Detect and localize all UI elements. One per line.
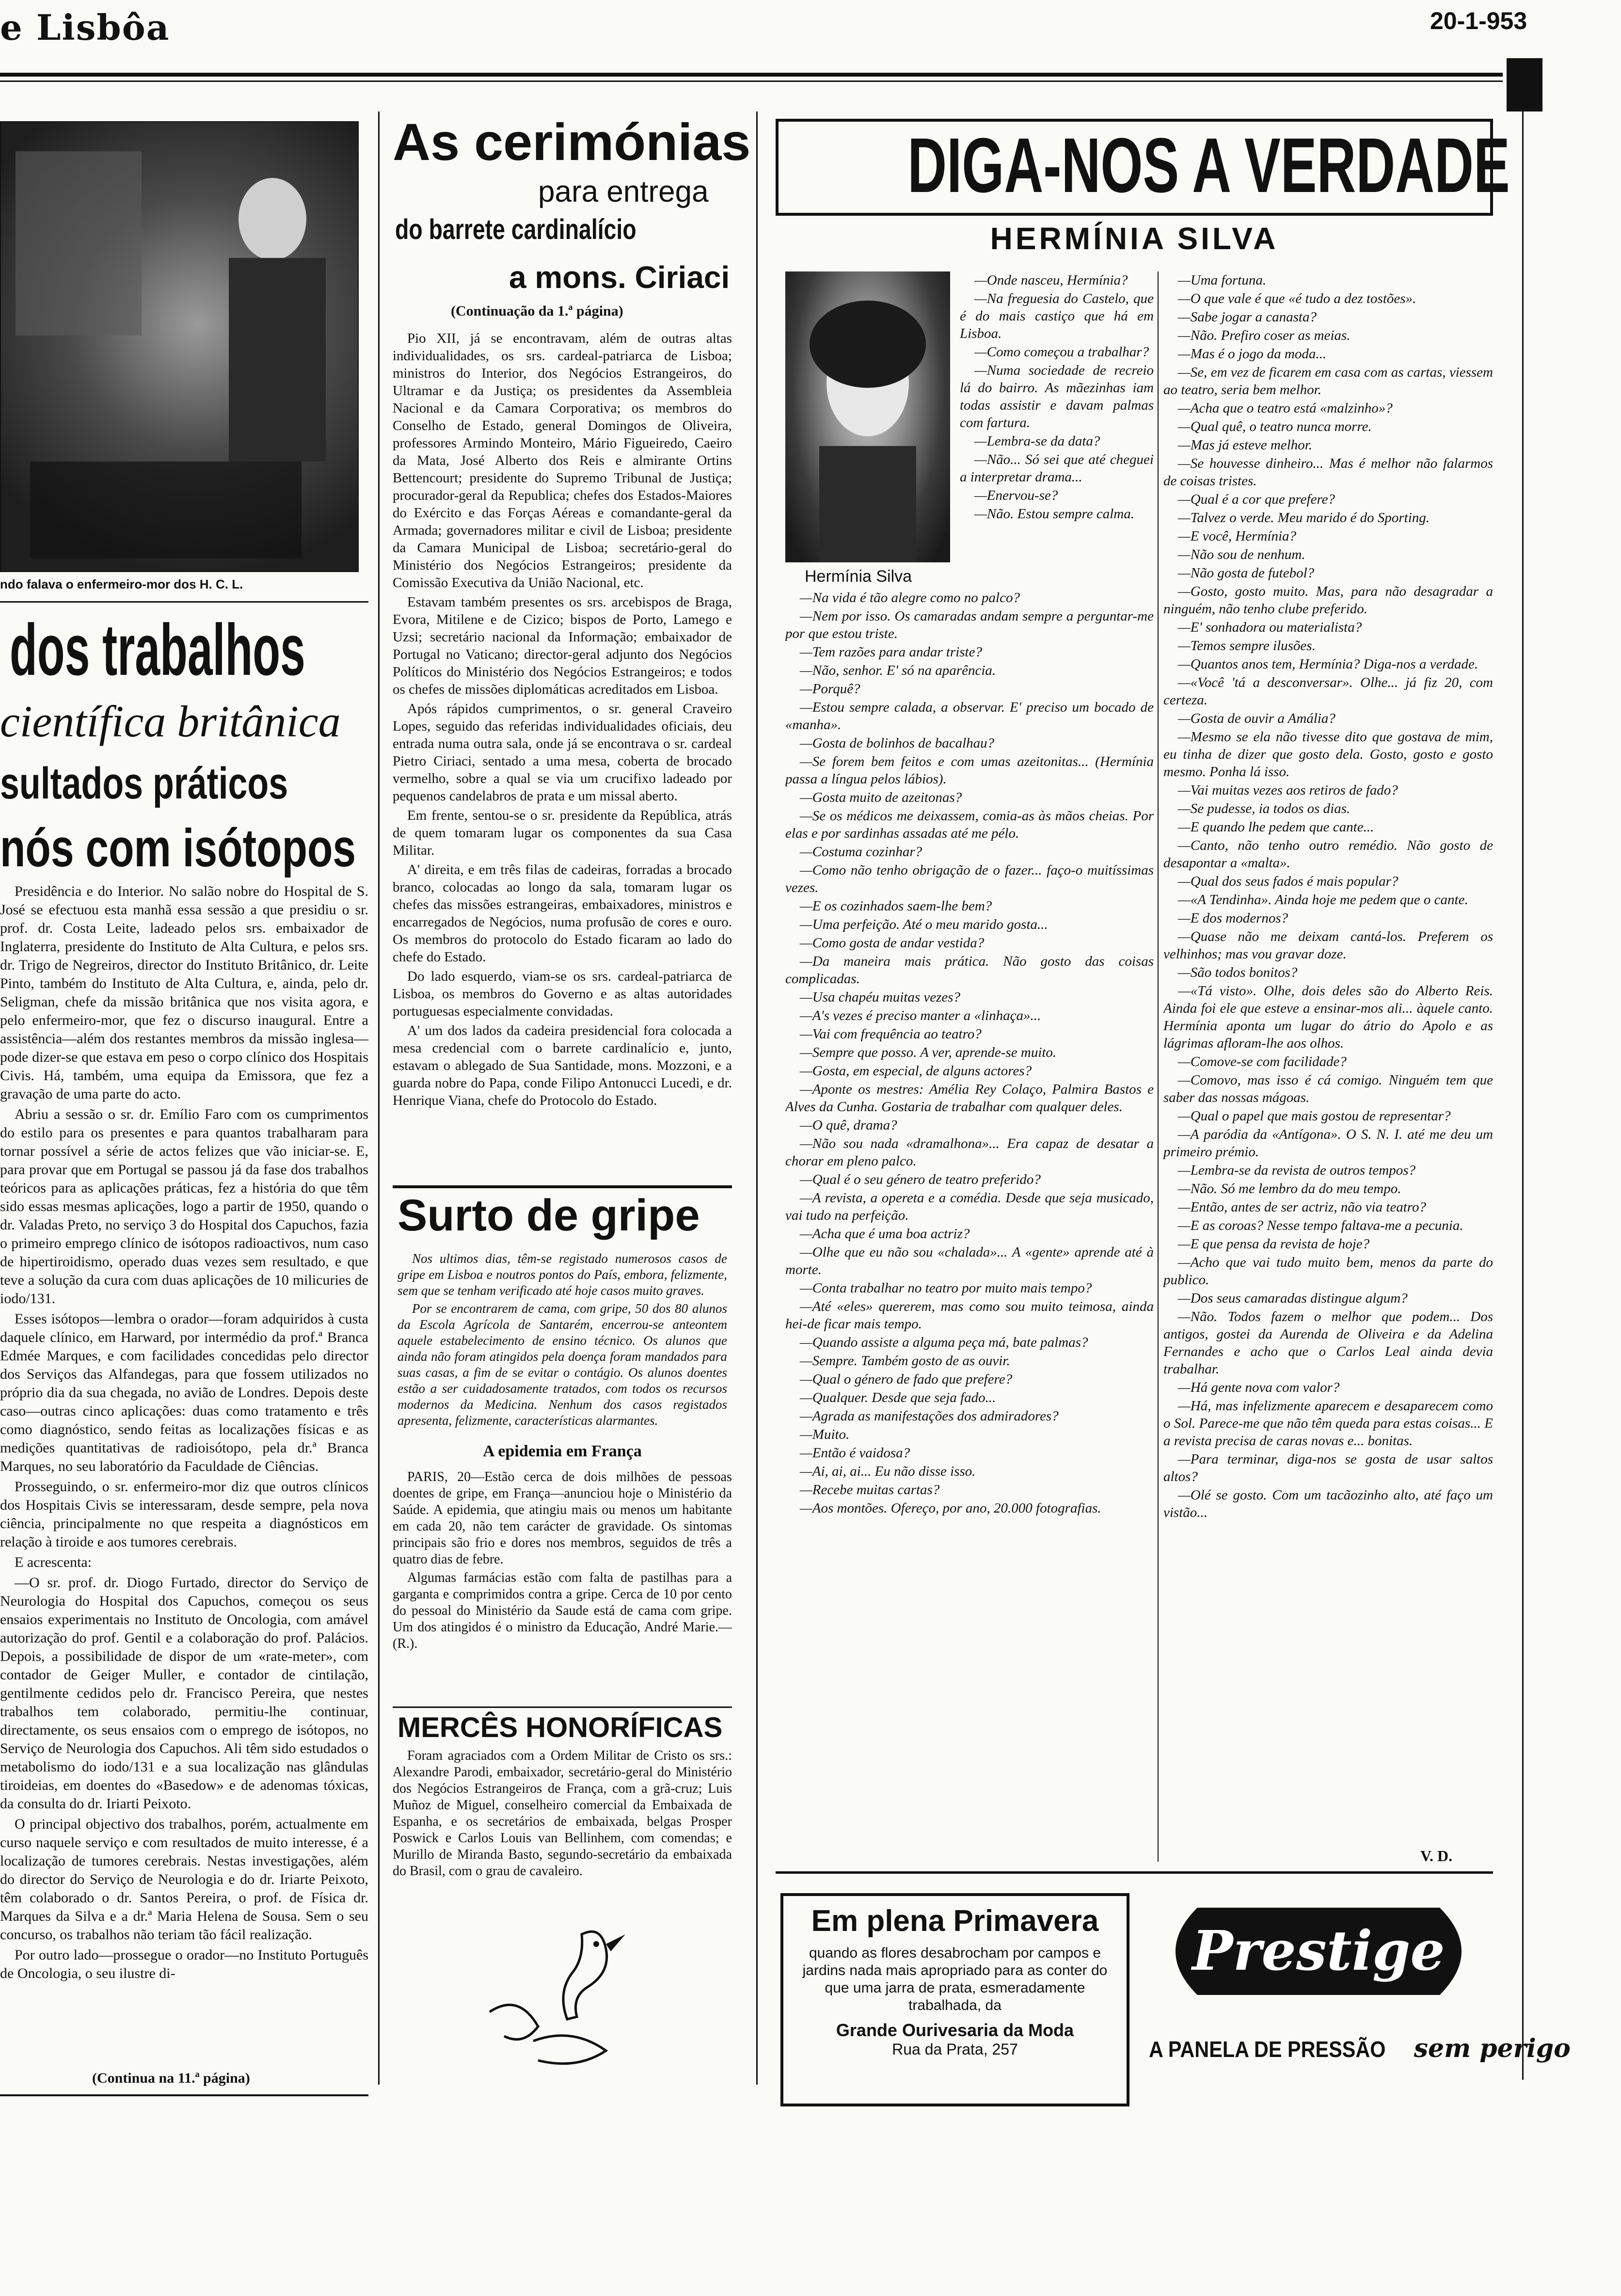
dialog-line: —Qual é a cor que prefere?	[1178, 492, 1335, 507]
dialog-line: —Não. Todos fazem o melhor que podem... Dos antigos, gostei da Aurenda de Oliveira e da Adelina Fernandes e acho que o Carlos Leal ainda devia trabalhar.	[1163, 1309, 1493, 1377]
paragraph: Após rápidos cumprimentos, o sr. general Craveiro Lopes, seguido das referidas individualidades oficiais, deu entrada numa outra sala, onde já se encontrava o sr. cardeal Pietro Ciriaci, sentado a uma mesa, coberta de brocado vermelho, sobre a qual se via um crucifixo ladeado por pequenos candelabros de prata e um missal aberto.	[393, 701, 732, 804]
dialog-line: —Uma fortuna.	[1178, 272, 1267, 288]
dialog-line: —E os cozinhados saem-lhe bem?	[800, 898, 992, 914]
dialog-line: —Aponte os mestres: Amélia Rey Colaço, Palmira Bastos e Alves da Cunha. Gostaria de trabalhar com qualquer deles.	[785, 1082, 1154, 1115]
dialog-line: —Sabe jogar a canasta?	[1178, 309, 1317, 325]
interview-signature: V. D.	[1420, 1847, 1453, 1865]
dialog-line: —Qual quê, o teatro nunca morre.	[1178, 419, 1372, 434]
dialog-line: —Se, em vez de ficarem em casa com as cartas, viessem ao teatro, seria bem melhor.	[1163, 365, 1493, 398]
dialog-line: —Ai, ai, ai... Eu não disse isso.	[800, 1464, 976, 1479]
dialog-line: —Acha que é uma boa actriz?	[800, 1226, 970, 1242]
portrait-caption: Hermínia Silva	[805, 567, 912, 586]
dialog-line: —Como não tenho obrigação de o fazer... faço-o muitíssimas vezes.	[785, 862, 1154, 895]
dialog-line: —E' sonhadora ou materialista?	[1178, 620, 1362, 635]
dialog-line: —Nem por isso. Os camaradas andam sempre a perguntar-me por que estou triste.	[785, 608, 1154, 641]
dialog-line: —Não, senhor. E' só na aparência.	[800, 663, 996, 678]
dialog-line: —Se pudesse, ia todos os dias.	[1178, 801, 1351, 816]
paragraph: —O sr. prof. dr. Diogo Furtado, director do Serviço de Neurologia do Hospital dos Capuchos, começou os seus ensaios experimentais no Instituto de Oncologia, com amável autorização do prof. Gentil e a colaboração do prof. Palácios. Depois, a possibilidade de dispor de um «rate-meter», com contador de Geiger Muller, e contador de cintilação, gentilmente cedidos pelo dr. Francisco Pereira, que nestes trabalhos tem colaborado, permitiu-lhe continuar, directamente, os seus ensaios com o emprego de isótopos, no Serviço de Neurologia dos Capuchos. Ali têm sido estudados o metabolismo do iodo/131 e a sua localização nas glândulas tiroideias, em doentes do «Basedow» e de adenomas tóxicas, da consulta do dr. Iriarti Peixoto.	[0, 1575, 368, 1812]
paragraph: A' um dos lados da cadeira presidencial fora colocada a mesa credencial com o barrete cardinalício e, junto, estavam o ablegado de Sua Santidade, mons. Mozzoni, e a guarda nobre do Papa, conde Filipo Antonucci Lucedi, e dr. Henrique Viana, chefe do Protocolo do Estado.	[393, 1023, 732, 1108]
dialog-line: —Tem razões para andar triste?	[800, 644, 982, 660]
headline-left-2: científica britânica	[0, 697, 341, 746]
dialog-line: —Gosta de ouvir a Amália?	[1178, 711, 1335, 726]
dialog-line: —Muito.	[800, 1427, 850, 1442]
paragraph: A' direita, e em três filas de cadeiras, forradas a brocado branco, colocadas ao longo da sala, tomaram lugar os chefes das missões estrangeiras, embaixadores, ministros e encarregados de Negócios, numa profusão de cores e ouro. Os membros do protocolo do Estado ficaram ao lado do chefe do Estado.	[393, 862, 732, 965]
headline-left-4: nós com isótopos	[0, 818, 356, 878]
prestige-brand: Prestige	[1192, 1919, 1445, 1983]
dialog-divider	[1158, 271, 1159, 1862]
dialog-line: —Qualquer. Desde que seja fado...	[800, 1390, 996, 1405]
dialog-line: —Costuma cozinhar?	[800, 844, 922, 860]
dialog-line: —Qual é o seu género de teatro preferido?	[800, 1172, 1041, 1187]
news-photo	[0, 121, 359, 572]
paragraph: Esses isótopos—lembra o orador—foram adquiridos à custa daquele clínico, em Harward, por intermédio da prof.ª Branca Edmée Marques, e com facilidades concedidas pelo director dos Serviços das Alfandegas, para que fossem utilizados no próprio dia da sua chegada, no avião de Londres. Depois deste caso—outras cinco aplicações: duas como tratamento e três como diagnóstico, sendo feitas as localizações físicas e as medições quantitativas de radioisótopo, pela dr.ª Branca Marques, no seu laboratório da Faculdade de Ciências.	[0, 1311, 368, 1474]
dialog-line: —Então é vaidosa?	[800, 1445, 910, 1461]
portrait-graphic	[785, 271, 950, 562]
dialog-line: —E quando lhe pedem que cante...	[1178, 819, 1374, 835]
ad-shop-name: Grande Ourivesaria da Moda	[836, 2020, 1074, 2040]
dialog-line: —Não gosta de futebol?	[1178, 565, 1315, 581]
slogan-part-a: A PANELA DE PRESSÃO	[1149, 2037, 1386, 2062]
dialog-column-left	[785, 589, 1154, 1859]
subhead-2: do barrete cardinalício	[395, 214, 636, 245]
dialog-line: —Não. Prefiro coser as meias.	[1178, 328, 1351, 343]
interviewee-name: HERMÍNIA SILVA	[990, 221, 1279, 256]
dialog-line: —Não. Estou sempre calma.	[974, 506, 1134, 522]
dialog-line: —«Tá visto». Olhe, dois deles são do Alberto Reis. Ainda foi ele que esteve a ensinar-mos ali... àquele canto. Hermínia aponta um lugar do átrio do Apolo e as lágrimas afloram-lhe aos olhos.	[1163, 983, 1493, 1051]
corner-block	[1507, 58, 1542, 112]
dialog-line: —Agrada as manifestações dos admiradores?	[800, 1408, 1059, 1424]
right-margin-rule	[1522, 112, 1524, 2080]
dialog-line: —Comovo, mas isso é cá comigo. Ninguém tem que saber das nossas mágoas.	[1163, 1072, 1493, 1105]
dialog-narrow	[960, 271, 1154, 587]
ad-ourivesaria	[780, 1893, 1129, 2106]
dialog-line: —«A Tendinha». Ainda hoje me pedem que o cante.	[1178, 892, 1468, 908]
bico-dourado-logo	[461, 1915, 654, 2080]
dialog-line: —Vai com frequência ao teatro?	[800, 1026, 982, 1042]
dialog-line: —Enervou-se?	[974, 488, 1058, 503]
dialog-line: —Há, mas infelizmente aparecem e desaparecem como o Sol. Parece-me que não têm queda para estas coisas... E a revista precisa de caras novas e... bonitas.	[1163, 1398, 1493, 1449]
dialog-line: —Usa chapéu muitas vezes?	[800, 989, 961, 1005]
dialog-line: —Conta trabalhar no teatro por muito mais tempo?	[800, 1280, 1092, 1296]
continued-from: (Continuação da 1.ª página)	[451, 303, 623, 319]
column-divider-2	[756, 112, 758, 2085]
dialog-line: —Como começou a trabalhar?	[974, 344, 1149, 360]
paragraph: Presidência e do Interior. No salão nobre do Hospital de S. José se efectuou esta manhã essa sessão a que presidiu o sr. prof. dr. Costa Leite, ladeado pelos srs. embaixador de Inglaterra, presidente do Instituto de Alta Cultura, e pelos srs. dr. Trigo de Negreiros, director do Instituto Britânico, dr. Leite Pinto, também do Instituto de Alta Cultura, e, ainda, pelo dr. Seligman, chefe da missão britânica que nos visita agora, e pelo enfermeiro-mor, que fez o discurso inaugural. Entre a assistência—além dos restantes membros da missão inglesa—pode dizer-se que estava em peso o corpo clínico dos Hospitais Civis. Há, também, uma equipa da Emissora, que fez a gravação de uma parte do acto.	[0, 883, 368, 1102]
paragraph: Pio XII, já se encontravam, além de outras altas individualidades, os srs. cardeal-patriarca de Lisboa; ministros do Interior, dos Negócios Estrangeiros, do Ultramar e da Justiça; os presidentes da Assembleia Nacional e da Camara Corporativa; os membros do Conselho de Estado, general Domingos de Oliveira, professores Armindo Monteiro, Mário Figueiredo, Caeiro da Mata, José Alberto dos Reis e almirante Ortins Bettencourt; presidente do Supremo Tribunal de Justiça; procurador-geral da Republica; chefes dos Estados-Maiores do Exército e das Forças Aéreas e comandante-geral da Armada; governadores militar e civil de Lisboa; presidente da Camara Municipal de Lisboa; secretário-geral do Ministério dos Negócios Estrangeiros; presidente da Comissão Executiva da União Nacional, etc.	[393, 331, 732, 590]
dialog-line: —E que pensa da revista de hoje?	[1178, 1236, 1370, 1252]
dialog-line: —Estou sempre calada, a observar. E' preciso um bocado de «manha».	[785, 700, 1154, 733]
dialog-line: —Lembra-se da revista de outros tempos?	[1178, 1163, 1416, 1178]
paragraph: Algumas farmácias estão com falta de pastilhas para a garganta e comprimidos contra a gripe. Cerca de 10 por cento do pessoal do Ministério da Saude está de cama com gripe. Um dos atingidos é o ministro da Educação, André Marie.—(R.).	[393, 1570, 732, 1651]
slogan-part-b: sem perigo	[1414, 2034, 1571, 2063]
dialog-line: —Sempre. Também gosto de as ouvir.	[800, 1353, 1010, 1369]
dialog-line: —Gosto, gosto muito. Mas, para não desagradar a ninguém, não tenho clube preferido.	[1163, 584, 1493, 617]
headline-left-1: dos trabalhos	[10, 609, 305, 690]
dialog-line: —Olé se gosto. Com um tacãozinho alto, até faço um vistão...	[1163, 1487, 1493, 1520]
dialog-line: —Olhe que eu não sou «chalada»... A «gente» aprende até à morte.	[785, 1244, 1154, 1277]
dialog-line: —Na vida é tão alegre como no palco?	[800, 590, 1020, 606]
paragraph: O principal objectivo dos trabalhos, porém, actualmente em curso naquele serviço e com resultados de muito interesse, é a localização de tumores cerebrais. Nestas investigações, além do director do Serviço de Neurologia e do dr. Iriarte Peixoto, têm colaborado o dr. Santos Pereira, o prof. de Física dr. Marques da Silva e a dr.ª Maria Helena de Sousa. Sem o seu concurso, os trabalhos não teriam tão fácil realização.	[0, 1816, 368, 1943]
photo-caption: ndo falava o enfermeiro-mor dos H. C. L.	[0, 577, 243, 591]
ad-title: Em plena Primavera	[811, 1904, 1099, 1938]
dialog-line: —Quando assiste a alguma peça má, bate palmas?	[800, 1335, 1088, 1350]
dialog-line: —Como gosta de andar vestida?	[800, 935, 985, 951]
dialog-line: —Na freguesia do Castelo, que é do mais castiço que há em Lisboa.	[960, 291, 1154, 341]
dialog-line: —Se os médicos me deixassem, comia-as às mãos cheias. Por elas e por sardinhas assadas até me pélo.	[785, 808, 1154, 841]
paragraph: PARIS, 20—Estão cerca de dois milhões de pessoas doentes de gripe, em França—anunciou hoje o Ministério da Saúde. A epidemia, que atingiu mais ou menos um habitante em cada 20, não tem carácter de gravidade. Os sintomas principais são frio e dores nos membros, seguidos de três a quatro dias de febre.	[393, 1469, 732, 1567]
dialog-line: —O quê, drama?	[800, 1117, 897, 1133]
dialog-line: —Gosta, em especial, de alguns actores?	[800, 1063, 1032, 1079]
headline-merces: MERCÊS HONORÍFICAS	[397, 1712, 723, 1743]
merces-rule	[393, 1706, 732, 1708]
dialog-line: —Talvez o verde. Meu marido é do Sporting.	[1178, 510, 1430, 526]
prestige-slogan	[1149, 2034, 1571, 2063]
paragraph: E acrescenta:	[15, 1554, 92, 1570]
dialog-line: —Gosta muito de azeitonas?	[800, 790, 962, 805]
dialog-line: —Lembra-se da data?	[974, 433, 1100, 449]
dialog-line: —Numa sociedade de recreio lá do bairro. As mãezinhas iam todas assistir e davam palmas com fartura.	[960, 363, 1154, 430]
dialog-line: —A's vezes é preciso manter a «linhaça»...	[800, 1008, 1041, 1023]
dialog-line: —Mesmo se ela não tivesse dito que gostava de mim, eu tinha de dizer que gosto dela. Gosto, gosto e gosto mesmo. Ponha lá isso.	[1163, 729, 1493, 780]
dialog-line: —Quase não me deixam cantá-los. Preferem os velhinhos; mas vou gravar doze.	[1163, 929, 1493, 962]
dialog-line: —Não... Só sei que até cheguei a interpretar drama...	[960, 452, 1154, 485]
dialog-line: —A paródia da «Antígona». O S. N. I. até me deu um primeiro prémio.	[1163, 1127, 1493, 1160]
dialog-line: —Canto, não tenho outro remédio. Não gosto de desapontar a «malta».	[1163, 838, 1493, 871]
dialog-line: —A revista, a opereta e a comédia. Desde que seja musicado, vai tudo na perfeição.	[785, 1190, 1154, 1223]
subhead-epidemia: A epidemia em França	[483, 1442, 642, 1460]
dialog-line: —Temos sempre ilusões.	[1178, 638, 1316, 654]
dialog-line: —E as coroas? Nesse tempo faltava-me a pecunia.	[1178, 1218, 1463, 1233]
dialog-line: —Sempre que posso. A ver, aprende-se muito.	[800, 1045, 1057, 1060]
dialog-line: —Não sou de nenhum.	[1178, 547, 1305, 562]
dialog-line: —Se forem bem feitos e com umas azeitonitas... (Hermínia passa a língua pelos lábios).	[785, 754, 1154, 787]
paragraph: Por se encontrarem de cama, com gripe, 50 dos 80 alunos da Escola Agrícola de Santarém, encerrou-se anteontem aquele estabelecimento de ensino técnico. Os alunos que ainda não foram atingidos pela doença foram mandados para suas casas, a fim de se evitar o contágio. Os alunos doentes estão a ser cuidadosamente tratados, com todos os recursos modernos da Medicina. Nenhum dos casos registados apresenta, felizmente, características alarmantes.	[397, 1301, 727, 1428]
left-article-body	[0, 882, 368, 2060]
dialog-line: —Qual dos seus fados é mais popular?	[1178, 874, 1399, 889]
dialog-line: —Uma perfeição. Até o meu marido gosta...	[800, 917, 1048, 932]
prestige-logo	[1144, 1898, 1493, 2005]
gripe-rule-top	[393, 1185, 732, 1188]
dialog-line: —Acho que vai tudo muito bem, menos da parte do publico.	[1163, 1255, 1493, 1288]
dialog-line: —Mas já esteve melhor.	[1178, 437, 1313, 453]
dialog-column-right	[1163, 271, 1493, 1842]
dialog-line: —Onde nasceu, Hermínia?	[974, 272, 1128, 288]
dialog-line: —E você, Hermínia?	[1178, 528, 1297, 544]
dialog-line: —Acha que o teatro está «malzinho»?	[1178, 400, 1393, 416]
caption-rule	[0, 601, 368, 603]
dialog-line: —Mas é o jogo da moda...	[1178, 346, 1327, 362]
dialog-line: —Aos montões. Ofereço, por ano, 20.000 fotografias.	[800, 1500, 1101, 1516]
paragraph: Abriu a sessão o sr. dr. Emílio Faro com os cumprimentos do estilo para os presentes e para quantos trabalharam para tornar possível a série de actos felizes que vão iniciar-se. E, para provar que em Portugal se passou já da fase dos trabalhos teóricos para as aplicações práticas, fez a história do que têm sido essas mesmas aplicações, logo a partir de 1950, quando o dr. Valadas Preto, no serviço 3 do Hospital dos Capuchos, fazia o primeiro emprego clínico de isótopos radioactivos, num caso de hipertiroidismo, operado duas vezes sem resultado, e que teve a solução da cura com duas aplicações de 10 milicuries de iodo/131.	[0, 1106, 368, 1307]
dialog-line: —E dos modernos?	[1178, 910, 1288, 926]
ad-body: quando as flores desabrocham por campos e jardins nada mais apropriado para as conter do que uma jarra de prata, esmeradamente trabalhada, da	[802, 1945, 1108, 2013]
top-rule	[0, 73, 1503, 77]
dialog-line: —Da maneira mais prática. Não gosto das coisas complicadas.	[785, 954, 1154, 987]
paragraph: Prosseguindo, o sr. enfermeiro-mor diz que outros clínicos dos Hospitais Civis se interessaram, desde sempre, pela nova ciência, principalmente no que respeita a diagnósticos em relação à tiroide e aos tumores cerebrais.	[0, 1479, 368, 1550]
diga-nos-box	[776, 119, 1510, 216]
dialog-line: —Quantos anos tem, Hermínia? Diga-nos a verdade.	[1178, 656, 1478, 672]
middle-article-body	[393, 330, 732, 1260]
issue-date: 20-1-953	[1430, 7, 1527, 34]
dialog-line: —O que vale é que «é tudo a dez tostões».	[1178, 291, 1416, 306]
dialog-line: —Não. Só me lembro da do meu tempo.	[1178, 1181, 1401, 1196]
dialog-line: —Então, antes de ser actriz, não via teatro?	[1178, 1199, 1427, 1215]
dialog-line: —Até «eles» quererem, mas como sou muito teimosa, ainda hei-de ficar mais tempo.	[785, 1299, 1154, 1332]
dialog-line: —Não sou nada «dramalhona»... Era capaz de desatar a chorar em pleno palco.	[785, 1136, 1154, 1169]
merces-body	[393, 1748, 732, 1922]
ads-rule	[776, 1871, 1493, 1874]
dialog-line: —«Você 'tá a desconversar». Olhe... já fiz 20, com certeza.	[1163, 675, 1493, 708]
masthead-title: e Lisbôa	[0, 7, 170, 48]
ad-address: Rua da Prata, 257	[892, 2041, 1018, 2058]
photo-figure-graphic	[1, 122, 360, 573]
headline-left-3: sultados práticos	[0, 759, 288, 808]
dialog-line: —São todos bonitos?	[1178, 965, 1298, 980]
continuation-note: (Continua na 11.ª página)	[92, 2070, 250, 2086]
paragraph: Do lado esquerdo, viam-se os srs. cardeal-patriarca de Lisboa, os membros do Governo e as altas autoridades portuguesas especialmente convidadas.	[393, 969, 732, 1019]
diga-nos-title: DIGA-NOS A VERDADE	[907, 122, 1510, 208]
headline-cerimonias: As cerimónias	[393, 112, 751, 171]
gripe-body	[397, 1251, 727, 1435]
dialog-line: —Há gente nova com valor?	[1178, 1380, 1340, 1395]
bird-icon	[461, 1915, 654, 2080]
paragraph: Foram agraciados com a Ordem Militar de Cristo os srs.: Alexandre Parodi, embaixador, secretário-geral do Ministério dos Negócios Estrangeiros de França, com a grã-cruz; Luis Muñoz de Miguel, conselheiro comercial da Embaixada de Espanha, e os secretários de embaixada, belgas Prosper Poswick e Carlos Louis van Bellinhem, com comendas; e Murillo de Miranda Basto, segundo-secretário da embaixada do Brasil, com o grau de cavaleiro.	[393, 1748, 732, 1879]
dialog-line: —Gosta de bolinhos de bacalhau?	[800, 735, 995, 751]
dialog-line: —Vai muitas vezes aos retiros de fado?	[1178, 782, 1398, 798]
paragraph: Estavam também presentes os srs. arcebispos de Braga, Evora, Mitilene e de Cizico; bispos de Porto, Lamego e Uzsi; secretário nacional da Informação; embaixador de Portugal no Vaticano; director-geral adjunto dos Negócios Políticos do Ministério dos Negócios Estrangeiros; e todos os chefes de missões diplomáticas acreditados em Lisboa.	[393, 594, 732, 697]
dialog-line: —Qual o género de fado que prefere?	[800, 1371, 1013, 1387]
paragraph: Por outro lado—prossegue o orador—no Instituto Português de Oncologia, o seu ilustre di-	[0, 1947, 368, 1981]
subhead-3: a mons. Ciriaci	[509, 260, 730, 295]
epidemia-body	[393, 1469, 732, 1702]
dialog-line: —Para terminar, diga-nos se gosta de usar saltos altos?	[1163, 1451, 1493, 1484]
subhead-1: para entrega	[538, 175, 709, 208]
dialog-line: —Dos seus camaradas distingue algum?	[1178, 1291, 1408, 1306]
dialog-line: —Se houvesse dinheiro... Mas é melhor não falarmos de coisas tristes.	[1163, 456, 1493, 489]
dialog-line: —Porquê?	[800, 681, 860, 697]
column-divider-1	[378, 112, 380, 2085]
portrait-photo	[785, 271, 950, 562]
paragraph: Nos ultimos dias, têm-se registado numerosos casos de gripe em Lisboa e noutros pontos do País, embora, felizmente, sem que se tenham verificado até hoje casos muito graves.	[397, 1251, 727, 1298]
top-rule-thin	[0, 80, 1503, 82]
dialog-line: —Qual o papel que mais gostou de representar?	[1178, 1108, 1451, 1124]
left-bottom-rule	[0, 2094, 368, 2096]
dialog-line: —Comove-se com facilidade?	[1178, 1054, 1347, 1069]
paragraph: Em frente, sentou-se o sr. presidente da República, atrás de quem tomaram lugar os componentes da sua Casa Militar.	[393, 808, 732, 858]
dialog-line: —Recebe muitas cartas?	[800, 1482, 940, 1498]
headline-gripe: Surto de gripe	[397, 1191, 700, 1240]
